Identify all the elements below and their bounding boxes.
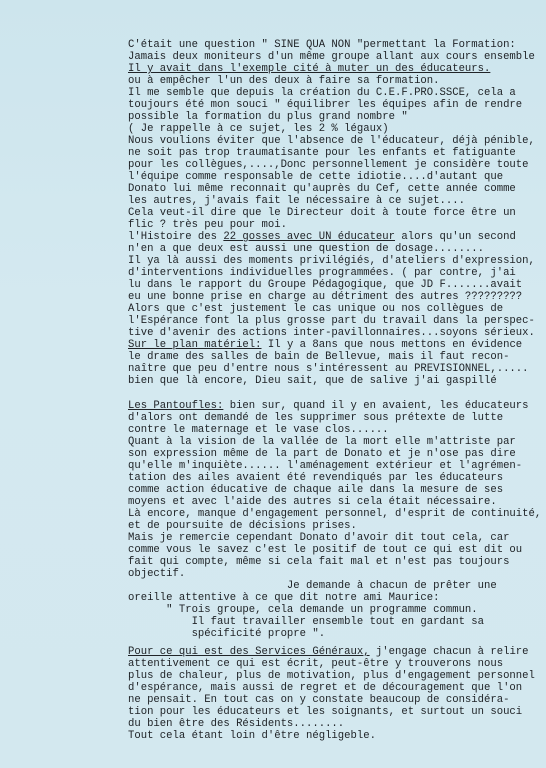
text-line: naître que peu d'entre nous s'intéressent au PREVISIONNEL,..... [128, 363, 529, 375]
text-line: toujours été mon souci " équilibrer les équipes afin de rendre [128, 99, 523, 111]
text-line: bien que là encore, Dieu sait, que de salive j'ai gaspillé [128, 375, 497, 387]
text-segment: bien sur, quand il y en avaient, les éducateurs [223, 400, 529, 412]
text-line: tive d'avenir des actions inter-pavillonnaires...soyons sérieux. [128, 327, 535, 339]
text-line: le drame des salles de bain de Bellevue, mais il faut recon- [128, 351, 510, 363]
text-line: Je demande à chacun de prêter une [286, 580, 497, 592]
underlined-text: Il y avait dans l'exemple cité à muter un des éducateurs. [128, 63, 491, 75]
text-line: objectif. [128, 568, 186, 580]
text-line: Quant à la vision de la vallée de la mort elle m'attriste par [128, 436, 516, 448]
text-line: l'équipe comme responsable de cette idiotie....d'autant que [128, 171, 504, 183]
text-line: Donato lui même reconnait qu'auprès du Cef, cette année comme [128, 183, 516, 195]
text-line: d'interventions individuelles programmées. ( par contre, j'ai [128, 267, 516, 279]
text-line: les autres, j'avais fait le nécessaire à ce sujet.... [128, 195, 465, 207]
underlined-text: 22 gosses avec UN éducateur [223, 231, 396, 243]
text-line: lu dans le rapport du Groupe Pédagogique, que JD F.......avait [128, 279, 523, 291]
underlined-text: Pour ce qui est des Services Généraux, [128, 646, 370, 658]
text-line: l'Espérance font la plus grosse part du travail dans la perspec- [128, 315, 535, 327]
quote-line: spécificité propre ". [191, 628, 326, 640]
text-line: C'était une question " SINE QUA NON "permettant la Formation: [128, 39, 516, 51]
text-line: son expression même de la part de Donato et je n'ose pas dire [128, 448, 516, 460]
text-line: fait qui compte, même si cela fait mal et n'est pas toujours [128, 556, 510, 568]
text-line: Il ya là aussi des moments privilégiés, d'ateliers d'expression, [128, 255, 535, 267]
text-line [128, 646, 541, 658]
text-line: Nous voulions éviter que l'absence de l'éducateur, déjà pénible, [128, 135, 535, 147]
text-line: eu une bonne prise en charge au détriment des autres ????????? [128, 291, 523, 303]
text-line: moyens et avec l'aide des autres si cela était nécessaire. [128, 496, 497, 508]
underlined-text: Les Pantoufles: [128, 400, 224, 412]
paragraph-pantoufles [128, 400, 541, 640]
text-line: possible la formation du plus grand nombre " [128, 111, 408, 123]
text-line: comme action éducative de chaque aile dans la mesure de ses [128, 484, 504, 496]
text-line: ne pensait. En tout cas on y constate beaucoup de considéra- [128, 694, 510, 706]
text-line: pour les collègues,....,Donc personnellement je considère toute [128, 159, 529, 171]
text-line: d'alors ont demandé de les supprimer sous prétexte de lutte [128, 412, 504, 424]
text-line: Cela veut-il dire que le Directeur doit à toute force être un [128, 207, 516, 219]
text-line [128, 339, 541, 351]
quote-line: " Trois groupe, cela demande un programme commun. [166, 604, 478, 616]
text-line: contre le maternage et le vase clos...... [128, 424, 389, 436]
text-line: du bien être des Résidents........ [128, 718, 345, 730]
text-line: tation des ailes avaient été revendiqués par les éducateurs [128, 472, 504, 484]
text-line: ( Je rappelle à ce sujet, les 2 % légaux) [128, 123, 389, 135]
text-segment: l'Histoire des [128, 231, 224, 243]
text-line: Là encore, manque d'engagement personnel, d'esprit de continuité, [128, 508, 542, 520]
text-line: Tout cela étant loin d'être négligeble. [128, 730, 376, 742]
text-line: Jamais deux moniteurs d'un même groupe allant aux cours ensemble [128, 51, 535, 63]
text-line: flic ? très peu pour moi. [128, 219, 287, 231]
text-line: et de poursuite de décisions prises. [128, 520, 357, 532]
text-line: oreille attentive à ce que dit notre ami Maurice: [128, 592, 440, 604]
text-line: qu'elle m'inquiète...... l'aménagement extérieur et l'agrémen- [128, 460, 523, 472]
text-line [128, 63, 541, 75]
underlined-text: Sur le plan matériel: [128, 339, 262, 351]
text-line: Alors que c'est justement le cas unique ou nos collègues de [128, 303, 504, 315]
text-line [128, 231, 541, 243]
paragraph-formation [128, 39, 541, 387]
text-line: comme vous le savez c'est le positif de tout ce qui est dit ou [128, 544, 523, 556]
text-line: ou à empêcher l'un des deux à faire sa formation. [128, 75, 440, 87]
text-line [128, 400, 541, 412]
text-line: tion pour les éducateurs et les soignants, et surtout un souci [128, 706, 523, 718]
text-line: Il me semble que depuis la création du C.E.F.PRO.SSCE, cela a [128, 87, 516, 99]
text-line: ne soit pas trop traumatisante pour les enfants et fatiguante [128, 147, 516, 159]
text-segment: Il y a 8ans que nous mettons en évidence [261, 339, 523, 351]
text-segment: j'engage chacun à relire [369, 646, 529, 658]
text-line: attentivement ce qui est écrit, peut-être y trouverons nous [128, 658, 504, 670]
text-line: Mais je remercie cependant Donato d'avoir dit tout cela, car [128, 532, 510, 544]
text-line: d'espérance, mais aussi de regret et de découragement que l'on [128, 682, 523, 694]
paragraph-services-generaux [128, 646, 541, 742]
typewritten-text [128, 39, 541, 742]
quote-line: Il faut travailler ensemble tout en gardant sa [191, 616, 484, 628]
text-line: n'en a que deux est aussi une question de dosage........ [128, 243, 485, 255]
text-line: plus de chaleur, plus de motivation, plus d'engagement personnel [128, 670, 535, 682]
text-segment: alors qu'un second [395, 231, 516, 243]
